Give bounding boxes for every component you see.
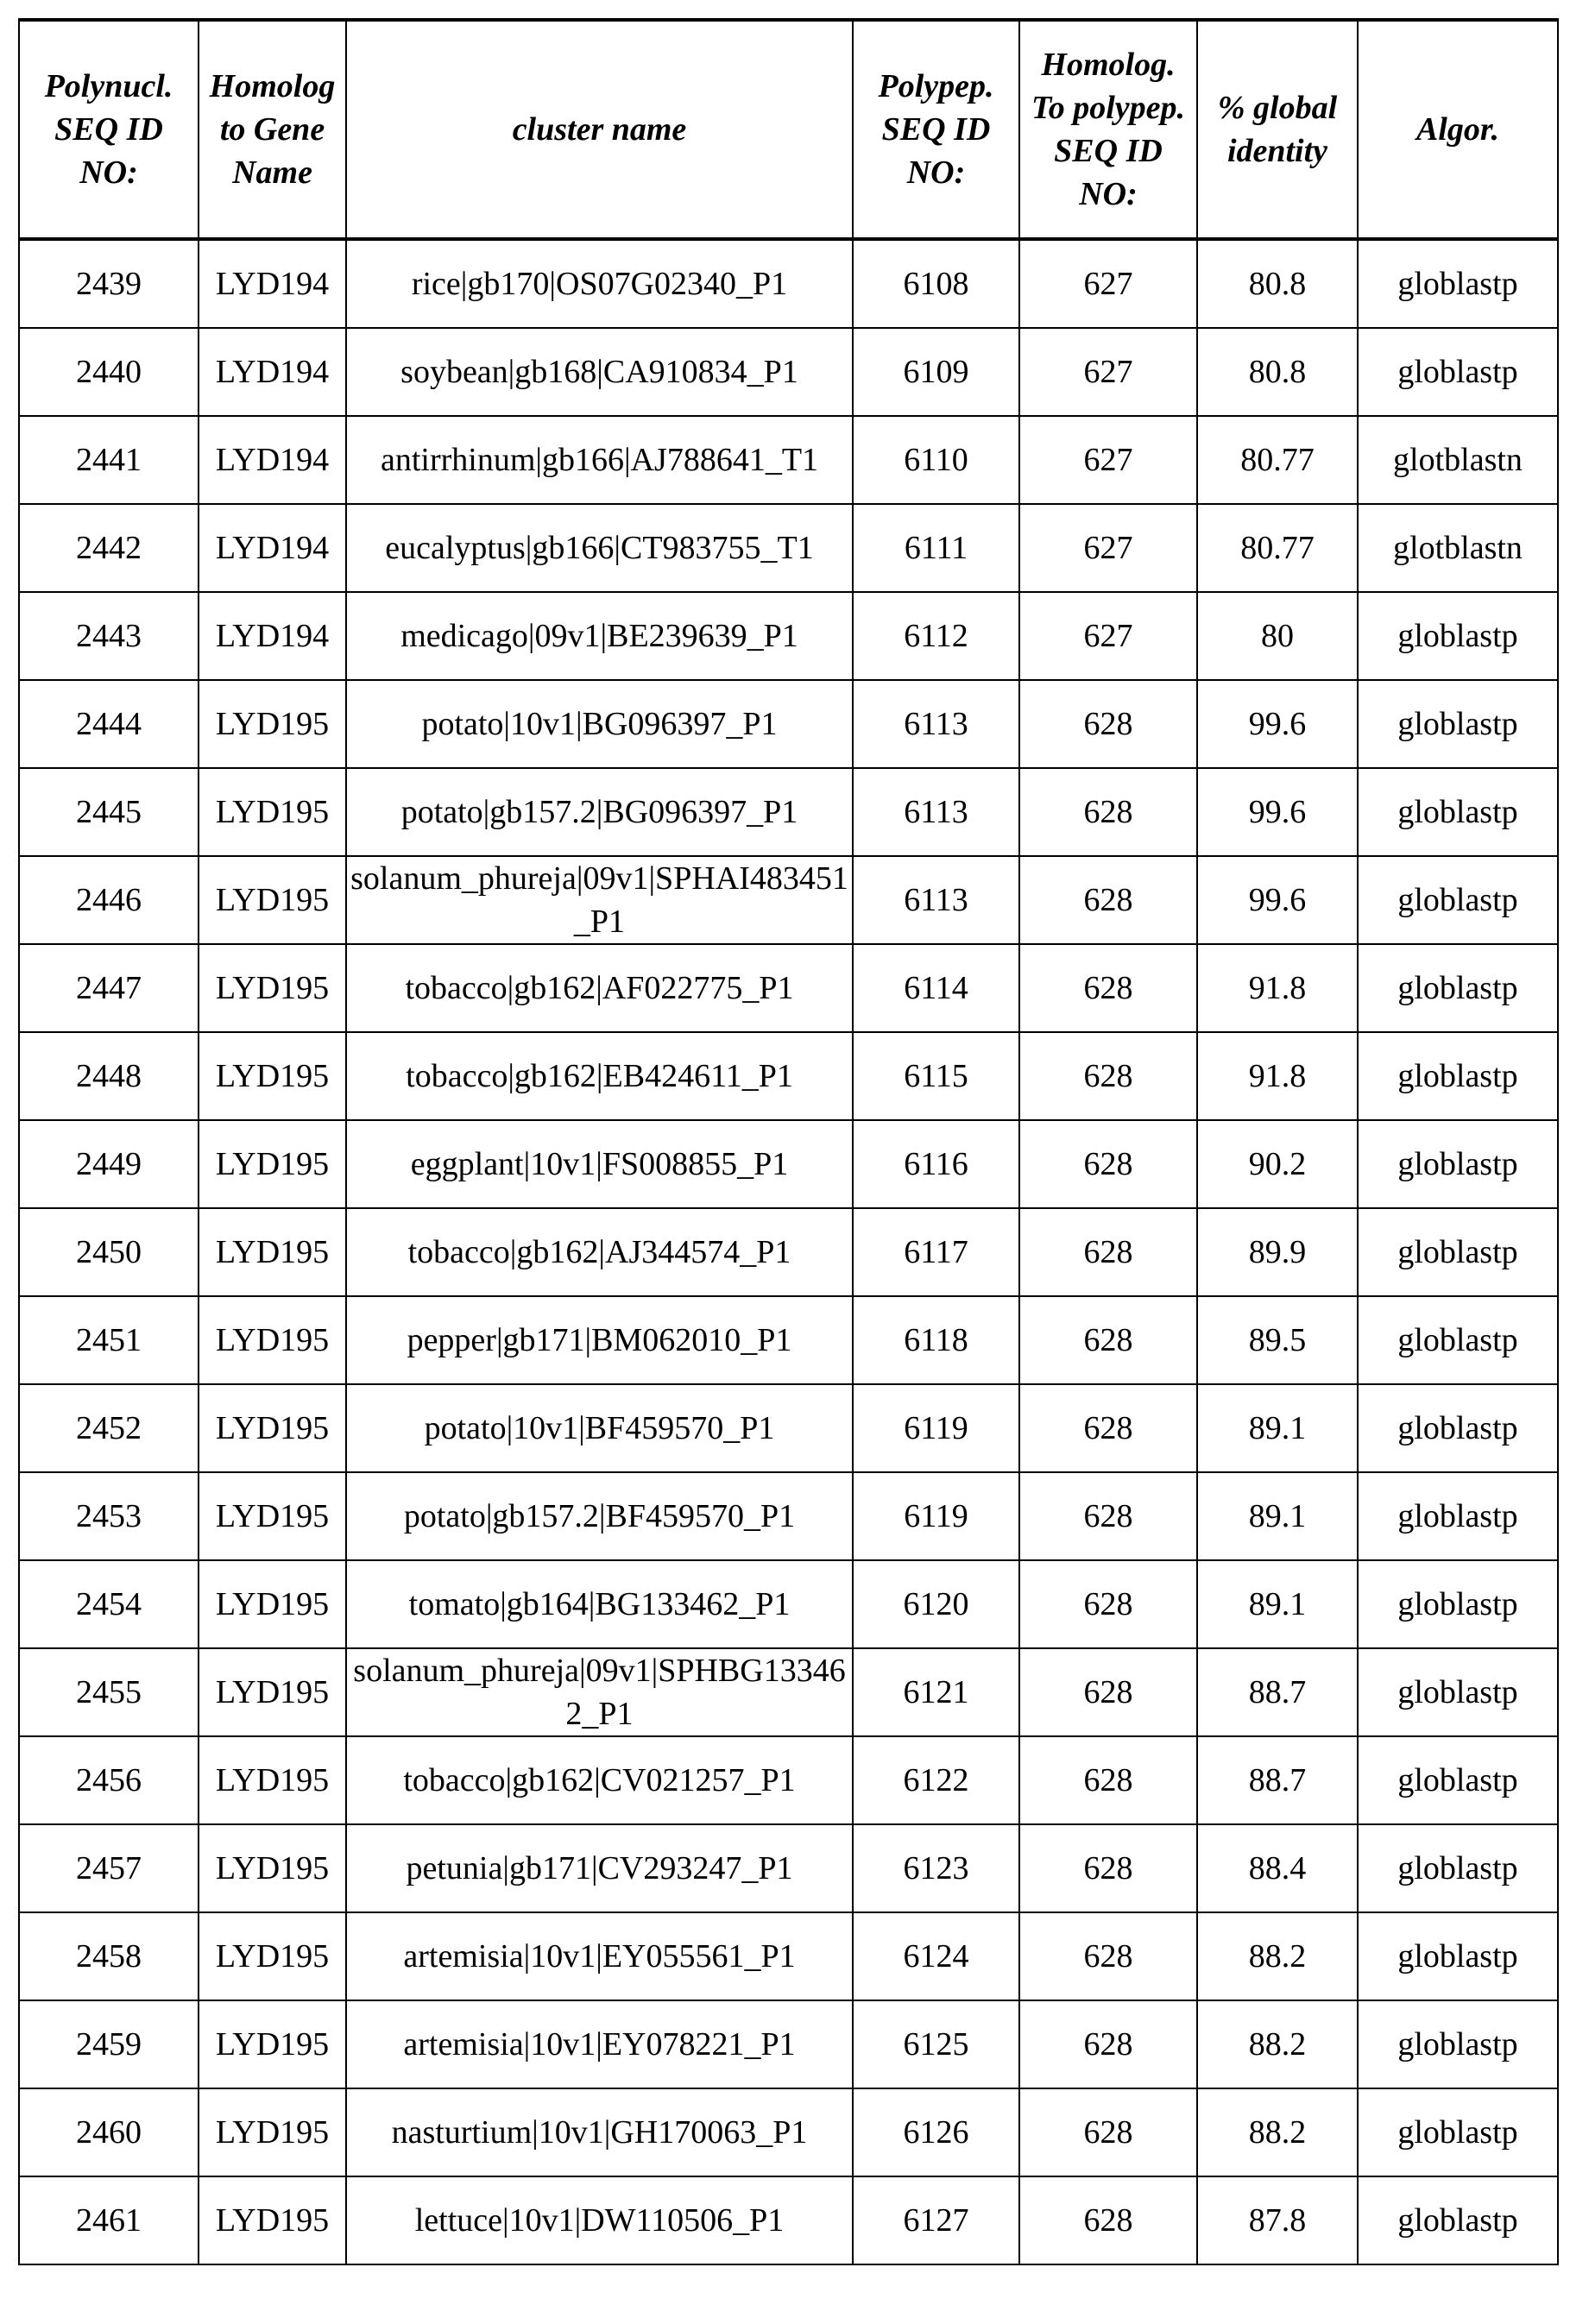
cell-algorithm: globlastp bbox=[1358, 1824, 1558, 1912]
cell-polypeptide-seq-id: 6112 bbox=[853, 592, 1019, 680]
cell-polypeptide-seq-id: 6111 bbox=[853, 504, 1019, 592]
cell-algorithm: globlastp bbox=[1358, 856, 1558, 944]
cell-polynucleotide-seq-id: 2455 bbox=[19, 1648, 199, 1736]
cell-algorithm: globlastp bbox=[1358, 592, 1558, 680]
homolog-table bbox=[18, 18, 1559, 2265]
cell-homolog-gene-name: LYD195 bbox=[199, 1208, 346, 1296]
table-row bbox=[19, 1120, 1558, 1208]
cell-polypeptide-seq-id: 6124 bbox=[853, 1912, 1019, 2000]
cell-algorithm: globlastp bbox=[1358, 1120, 1558, 1208]
cell-homolog-gene-name: LYD195 bbox=[199, 1648, 346, 1736]
cell-global-identity: 99.6 bbox=[1197, 856, 1358, 944]
cell-homolog-polypeptide-seq-id: 628 bbox=[1019, 1120, 1197, 1208]
cell-global-identity: 88.4 bbox=[1197, 1824, 1358, 1912]
cell-homolog-polypeptide-seq-id: 627 bbox=[1019, 416, 1197, 504]
cell-polynucleotide-seq-id: 2457 bbox=[19, 1824, 199, 1912]
cell-cluster-name: artemisia|10v1|EY078221_P1 bbox=[346, 2000, 853, 2088]
cell-algorithm: globlastp bbox=[1358, 1736, 1558, 1824]
cell-cluster-name: artemisia|10v1|EY055561_P1 bbox=[346, 1912, 853, 2000]
cell-polynucleotide-seq-id: 2447 bbox=[19, 944, 199, 1032]
cell-polynucleotide-seq-id: 2446 bbox=[19, 856, 199, 944]
cell-polypeptide-seq-id: 6126 bbox=[853, 2088, 1019, 2176]
header-algorithm: Algor. bbox=[1358, 20, 1558, 239]
cell-algorithm: globlastp bbox=[1358, 680, 1558, 768]
cell-algorithm: globlastp bbox=[1358, 944, 1558, 1032]
cell-homolog-polypeptide-seq-id: 628 bbox=[1019, 1472, 1197, 1560]
cell-global-identity: 90.2 bbox=[1197, 1120, 1358, 1208]
cell-algorithm: globlastp bbox=[1358, 1912, 1558, 2000]
cell-global-identity: 89.1 bbox=[1197, 1560, 1358, 1648]
cell-polynucleotide-seq-id: 2460 bbox=[19, 2088, 199, 2176]
cell-polypeptide-seq-id: 6114 bbox=[853, 944, 1019, 1032]
cell-global-identity: 88.7 bbox=[1197, 1648, 1358, 1736]
cell-cluster-name: potato|gb157.2|BF459570_P1 bbox=[346, 1472, 853, 1560]
cell-polypeptide-seq-id: 6117 bbox=[853, 1208, 1019, 1296]
cell-cluster-name: potato|10v1|BF459570_P1 bbox=[346, 1384, 853, 1472]
cell-polynucleotide-seq-id: 2440 bbox=[19, 328, 199, 416]
table-row bbox=[19, 1912, 1558, 2000]
cell-homolog-polypeptide-seq-id: 627 bbox=[1019, 328, 1197, 416]
header-global-identity: % global identity bbox=[1197, 20, 1358, 239]
cell-homolog-gene-name: LYD195 bbox=[199, 2000, 346, 2088]
cell-cluster-name: tobacco|gb162|AJ344574_P1 bbox=[346, 1208, 853, 1296]
cell-homolog-gene-name: LYD195 bbox=[199, 856, 346, 944]
cell-cluster-name: eggplant|10v1|FS008855_P1 bbox=[346, 1120, 853, 1208]
cell-global-identity: 89.1 bbox=[1197, 1472, 1358, 1560]
table-row bbox=[19, 1208, 1558, 1296]
cell-polynucleotide-seq-id: 2451 bbox=[19, 1296, 199, 1384]
cell-cluster-name: potato|10v1|BG096397_P1 bbox=[346, 680, 853, 768]
table-row bbox=[19, 856, 1558, 944]
cell-polynucleotide-seq-id: 2458 bbox=[19, 1912, 199, 2000]
cell-homolog-gene-name: LYD195 bbox=[199, 1120, 346, 1208]
cell-global-identity: 80.77 bbox=[1197, 504, 1358, 592]
cell-cluster-name: petunia|gb171|CV293247_P1 bbox=[346, 1824, 853, 1912]
cell-homolog-gene-name: LYD194 bbox=[199, 328, 346, 416]
cell-cluster-name: nasturtium|10v1|GH170063_P1 bbox=[346, 2088, 853, 2176]
cell-polypeptide-seq-id: 6122 bbox=[853, 1736, 1019, 1824]
cell-algorithm: globlastp bbox=[1358, 1648, 1558, 1736]
cell-homolog-gene-name: LYD195 bbox=[199, 2176, 346, 2264]
cell-cluster-name: medicago|09v1|BE239639_P1 bbox=[346, 592, 853, 680]
table-row bbox=[19, 768, 1558, 856]
cell-polynucleotide-seq-id: 2441 bbox=[19, 416, 199, 504]
cell-homolog-gene-name: LYD195 bbox=[199, 1560, 346, 1648]
header-row bbox=[19, 20, 1558, 239]
cell-global-identity: 80.8 bbox=[1197, 239, 1358, 328]
cell-homolog-polypeptide-seq-id: 628 bbox=[1019, 2000, 1197, 2088]
cell-homolog-gene-name: LYD195 bbox=[199, 944, 346, 1032]
cell-polynucleotide-seq-id: 2456 bbox=[19, 1736, 199, 1824]
cell-polynucleotide-seq-id: 2449 bbox=[19, 1120, 199, 1208]
cell-polynucleotide-seq-id: 2452 bbox=[19, 1384, 199, 1472]
cell-algorithm: globlastp bbox=[1358, 1472, 1558, 1560]
cell-homolog-gene-name: LYD195 bbox=[199, 1384, 346, 1472]
cell-global-identity: 88.2 bbox=[1197, 1912, 1358, 2000]
cell-global-identity: 88.7 bbox=[1197, 1736, 1358, 1824]
cell-cluster-name: tobacco|gb162|CV021257_P1 bbox=[346, 1736, 853, 1824]
cell-homolog-gene-name: LYD194 bbox=[199, 416, 346, 504]
cell-polypeptide-seq-id: 6119 bbox=[853, 1384, 1019, 1472]
cell-homolog-polypeptide-seq-id: 627 bbox=[1019, 239, 1197, 328]
cell-homolog-polypeptide-seq-id: 628 bbox=[1019, 944, 1197, 1032]
cell-homolog-polypeptide-seq-id: 628 bbox=[1019, 1648, 1197, 1736]
cell-polynucleotide-seq-id: 2443 bbox=[19, 592, 199, 680]
table-row bbox=[19, 1472, 1558, 1560]
cell-polynucleotide-seq-id: 2461 bbox=[19, 2176, 199, 2264]
table-row bbox=[19, 1824, 1558, 1912]
table-row bbox=[19, 1560, 1558, 1648]
cell-global-identity: 99.6 bbox=[1197, 768, 1358, 856]
cell-cluster-name: tobacco|gb162|AF022775_P1 bbox=[346, 944, 853, 1032]
cell-cluster-name: solanum_phureja|09v1|SPHAI483451_P1 bbox=[346, 856, 853, 944]
cell-polynucleotide-seq-id: 2453 bbox=[19, 1472, 199, 1560]
cell-homolog-polypeptide-seq-id: 628 bbox=[1019, 1824, 1197, 1912]
header-polynucleotide-seq-id: Polynucl. SEQ ID NO: bbox=[19, 20, 199, 239]
cell-global-identity: 80 bbox=[1197, 592, 1358, 680]
header-homolog-gene-name: Homolog to Gene Name bbox=[199, 20, 346, 239]
cell-polypeptide-seq-id: 6119 bbox=[853, 1472, 1019, 1560]
cell-homolog-polypeptide-seq-id: 627 bbox=[1019, 592, 1197, 680]
table-row bbox=[19, 1296, 1558, 1384]
cell-global-identity: 80.77 bbox=[1197, 416, 1358, 504]
cell-polynucleotide-seq-id: 2439 bbox=[19, 239, 199, 328]
cell-algorithm: globlastp bbox=[1358, 1560, 1558, 1648]
cell-polypeptide-seq-id: 6109 bbox=[853, 328, 1019, 416]
cell-cluster-name: tomato|gb164|BG133462_P1 bbox=[346, 1560, 853, 1648]
cell-homolog-gene-name: LYD195 bbox=[199, 1912, 346, 2000]
cell-homolog-polypeptide-seq-id: 628 bbox=[1019, 856, 1197, 944]
cell-algorithm: globlastp bbox=[1358, 239, 1558, 328]
cell-algorithm: globlastp bbox=[1358, 2088, 1558, 2176]
cell-polypeptide-seq-id: 6113 bbox=[853, 680, 1019, 768]
cell-polypeptide-seq-id: 6115 bbox=[853, 1032, 1019, 1120]
table-row bbox=[19, 1384, 1558, 1472]
cell-global-identity: 91.8 bbox=[1197, 1032, 1358, 1120]
cell-polynucleotide-seq-id: 2454 bbox=[19, 1560, 199, 1648]
header-polypeptide-seq-id: Polypep. SEQ ID NO: bbox=[853, 20, 1019, 239]
table-row bbox=[19, 416, 1558, 504]
cell-algorithm: globlastp bbox=[1358, 2000, 1558, 2088]
cell-cluster-name: solanum_phureja|09v1|SPHBG133462_P1 bbox=[346, 1648, 853, 1736]
cell-polynucleotide-seq-id: 2444 bbox=[19, 680, 199, 768]
cell-global-identity: 88.2 bbox=[1197, 2000, 1358, 2088]
cell-homolog-gene-name: LYD194 bbox=[199, 592, 346, 680]
table-row bbox=[19, 328, 1558, 416]
cell-homolog-polypeptide-seq-id: 628 bbox=[1019, 1384, 1197, 1472]
cell-cluster-name: antirrhinum|gb166|AJ788641_T1 bbox=[346, 416, 853, 504]
cell-homolog-polypeptide-seq-id: 627 bbox=[1019, 504, 1197, 592]
cell-algorithm: globlastp bbox=[1358, 1296, 1558, 1384]
table-row bbox=[19, 1736, 1558, 1824]
cell-homolog-polypeptide-seq-id: 628 bbox=[1019, 768, 1197, 856]
cell-polypeptide-seq-id: 6127 bbox=[853, 2176, 1019, 2264]
table-row bbox=[19, 239, 1558, 328]
cell-homolog-polypeptide-seq-id: 628 bbox=[1019, 1912, 1197, 2000]
cell-homolog-gene-name: LYD195 bbox=[199, 1296, 346, 1384]
table-row bbox=[19, 2088, 1558, 2176]
table-row bbox=[19, 944, 1558, 1032]
cell-polypeptide-seq-id: 6123 bbox=[853, 1824, 1019, 1912]
cell-homolog-gene-name: LYD195 bbox=[199, 1736, 346, 1824]
cell-polynucleotide-seq-id: 2450 bbox=[19, 1208, 199, 1296]
cell-polypeptide-seq-id: 6118 bbox=[853, 1296, 1019, 1384]
cell-polypeptide-seq-id: 6110 bbox=[853, 416, 1019, 504]
cell-homolog-gene-name: LYD194 bbox=[199, 504, 346, 592]
cell-algorithm: globlastp bbox=[1358, 1384, 1558, 1472]
cell-polypeptide-seq-id: 6108 bbox=[853, 239, 1019, 328]
cell-homolog-gene-name: LYD195 bbox=[199, 2088, 346, 2176]
cell-homolog-gene-name: LYD195 bbox=[199, 1032, 346, 1120]
cell-algorithm: globlastp bbox=[1358, 1032, 1558, 1120]
cell-polynucleotide-seq-id: 2448 bbox=[19, 1032, 199, 1120]
cell-homolog-gene-name: LYD195 bbox=[199, 1472, 346, 1560]
cell-polypeptide-seq-id: 6116 bbox=[853, 1120, 1019, 1208]
header-homolog-polypeptide-seq-id: Homolog. To polypep. SEQ ID NO: bbox=[1019, 20, 1197, 239]
cell-homolog-polypeptide-seq-id: 628 bbox=[1019, 1032, 1197, 1120]
cell-polypeptide-seq-id: 6120 bbox=[853, 1560, 1019, 1648]
cell-homolog-polypeptide-seq-id: 628 bbox=[1019, 2176, 1197, 2264]
cell-global-identity: 80.8 bbox=[1197, 328, 1358, 416]
cell-global-identity: 99.6 bbox=[1197, 680, 1358, 768]
cell-polypeptide-seq-id: 6121 bbox=[853, 1648, 1019, 1736]
cell-algorithm: globlastp bbox=[1358, 2176, 1558, 2264]
cell-polypeptide-seq-id: 6125 bbox=[853, 2000, 1019, 2088]
cell-polynucleotide-seq-id: 2442 bbox=[19, 504, 199, 592]
header-cluster-name: cluster name bbox=[346, 20, 853, 239]
cell-homolog-polypeptide-seq-id: 628 bbox=[1019, 1560, 1197, 1648]
cell-cluster-name: soybean|gb168|CA910834_P1 bbox=[346, 328, 853, 416]
cell-global-identity: 87.8 bbox=[1197, 2176, 1358, 2264]
cell-homolog-gene-name: LYD195 bbox=[199, 680, 346, 768]
cell-polynucleotide-seq-id: 2459 bbox=[19, 2000, 199, 2088]
table-row bbox=[19, 504, 1558, 592]
cell-cluster-name: lettuce|10v1|DW110506_P1 bbox=[346, 2176, 853, 2264]
table-body bbox=[19, 239, 1558, 2264]
cell-cluster-name: tobacco|gb162|EB424611_P1 bbox=[346, 1032, 853, 1120]
cell-algorithm: glotblastn bbox=[1358, 504, 1558, 592]
table-row bbox=[19, 592, 1558, 680]
table-row bbox=[19, 2176, 1558, 2264]
cell-homolog-polypeptide-seq-id: 628 bbox=[1019, 2088, 1197, 2176]
cell-polypeptide-seq-id: 6113 bbox=[853, 856, 1019, 944]
cell-global-identity: 89.1 bbox=[1197, 1384, 1358, 1472]
table-row bbox=[19, 1648, 1558, 1736]
cell-cluster-name: potato|gb157.2|BG096397_P1 bbox=[346, 768, 853, 856]
cell-algorithm: globlastp bbox=[1358, 1208, 1558, 1296]
cell-global-identity: 88.2 bbox=[1197, 2088, 1358, 2176]
cell-algorithm: glotblastn bbox=[1358, 416, 1558, 504]
cell-global-identity: 89.9 bbox=[1197, 1208, 1358, 1296]
cell-homolog-polypeptide-seq-id: 628 bbox=[1019, 680, 1197, 768]
cell-homolog-polypeptide-seq-id: 628 bbox=[1019, 1736, 1197, 1824]
cell-homolog-polypeptide-seq-id: 628 bbox=[1019, 1296, 1197, 1384]
cell-polynucleotide-seq-id: 2445 bbox=[19, 768, 199, 856]
cell-polypeptide-seq-id: 6113 bbox=[853, 768, 1019, 856]
cell-cluster-name: rice|gb170|OS07G02340_P1 bbox=[346, 239, 853, 328]
cell-cluster-name: pepper|gb171|BM062010_P1 bbox=[346, 1296, 853, 1384]
cell-global-identity: 89.5 bbox=[1197, 1296, 1358, 1384]
cell-algorithm: globlastp bbox=[1358, 768, 1558, 856]
cell-global-identity: 91.8 bbox=[1197, 944, 1358, 1032]
table-row bbox=[19, 680, 1558, 768]
cell-cluster-name: eucalyptus|gb166|CT983755_T1 bbox=[346, 504, 853, 592]
cell-homolog-gene-name: LYD194 bbox=[199, 239, 346, 328]
table-row bbox=[19, 1032, 1558, 1120]
table-row bbox=[19, 2000, 1558, 2088]
cell-homolog-gene-name: LYD195 bbox=[199, 1824, 346, 1912]
cell-homolog-polypeptide-seq-id: 628 bbox=[1019, 1208, 1197, 1296]
cell-algorithm: globlastp bbox=[1358, 328, 1558, 416]
cell-homolog-gene-name: LYD195 bbox=[199, 768, 346, 856]
